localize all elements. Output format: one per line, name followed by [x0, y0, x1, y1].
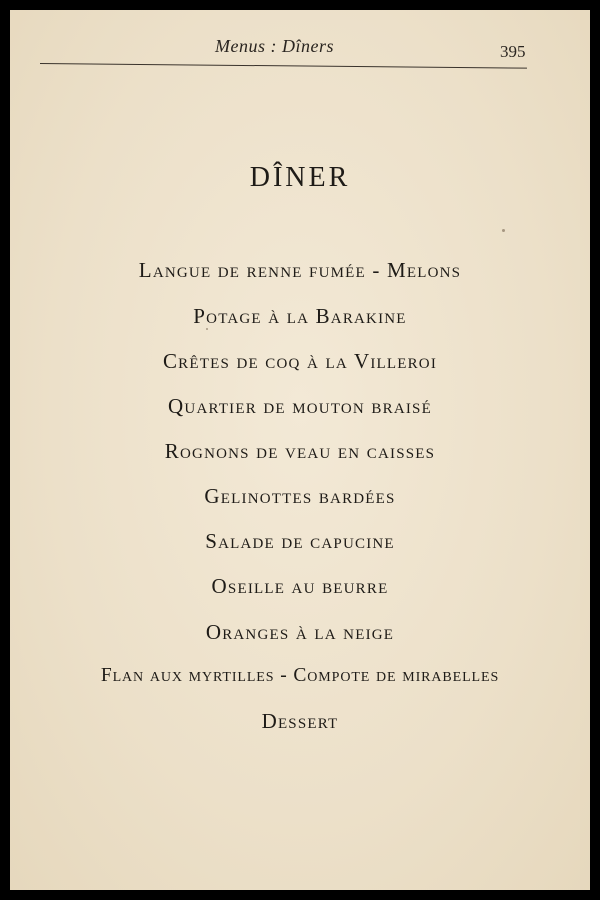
paper-speck: [206, 328, 208, 330]
menu-item: Oranges à la neige: [205, 620, 395, 644]
menu-item: Crêtes de coq à la Villeroi: [162, 349, 438, 373]
menu-item: Quartier de mouton braisé: [168, 394, 432, 418]
book-page: [10, 10, 590, 890]
menu-item: Rognons de veau en caisses: [164, 439, 436, 463]
page-title: DÎNER: [249, 162, 351, 193]
paper-speck: [502, 229, 505, 232]
menu-list: [10, 10, 590, 890]
menu-item: Gelinottes bardées: [204, 484, 396, 508]
menu-item: Flan aux myrtilles - Compote de mirabelles: [100, 665, 500, 686]
menu-item: Salade de capucine: [205, 529, 395, 553]
running-head: Menus : Dîners: [215, 36, 334, 56]
menu-item: Potage à la Barakine: [193, 304, 407, 328]
menu-item: Langue de renne fumée - Melons: [138, 258, 462, 282]
menu-item: Dessert: [261, 709, 339, 733]
page-number: 395: [500, 42, 526, 61]
menu-item: Oseille au beurre: [211, 574, 389, 598]
